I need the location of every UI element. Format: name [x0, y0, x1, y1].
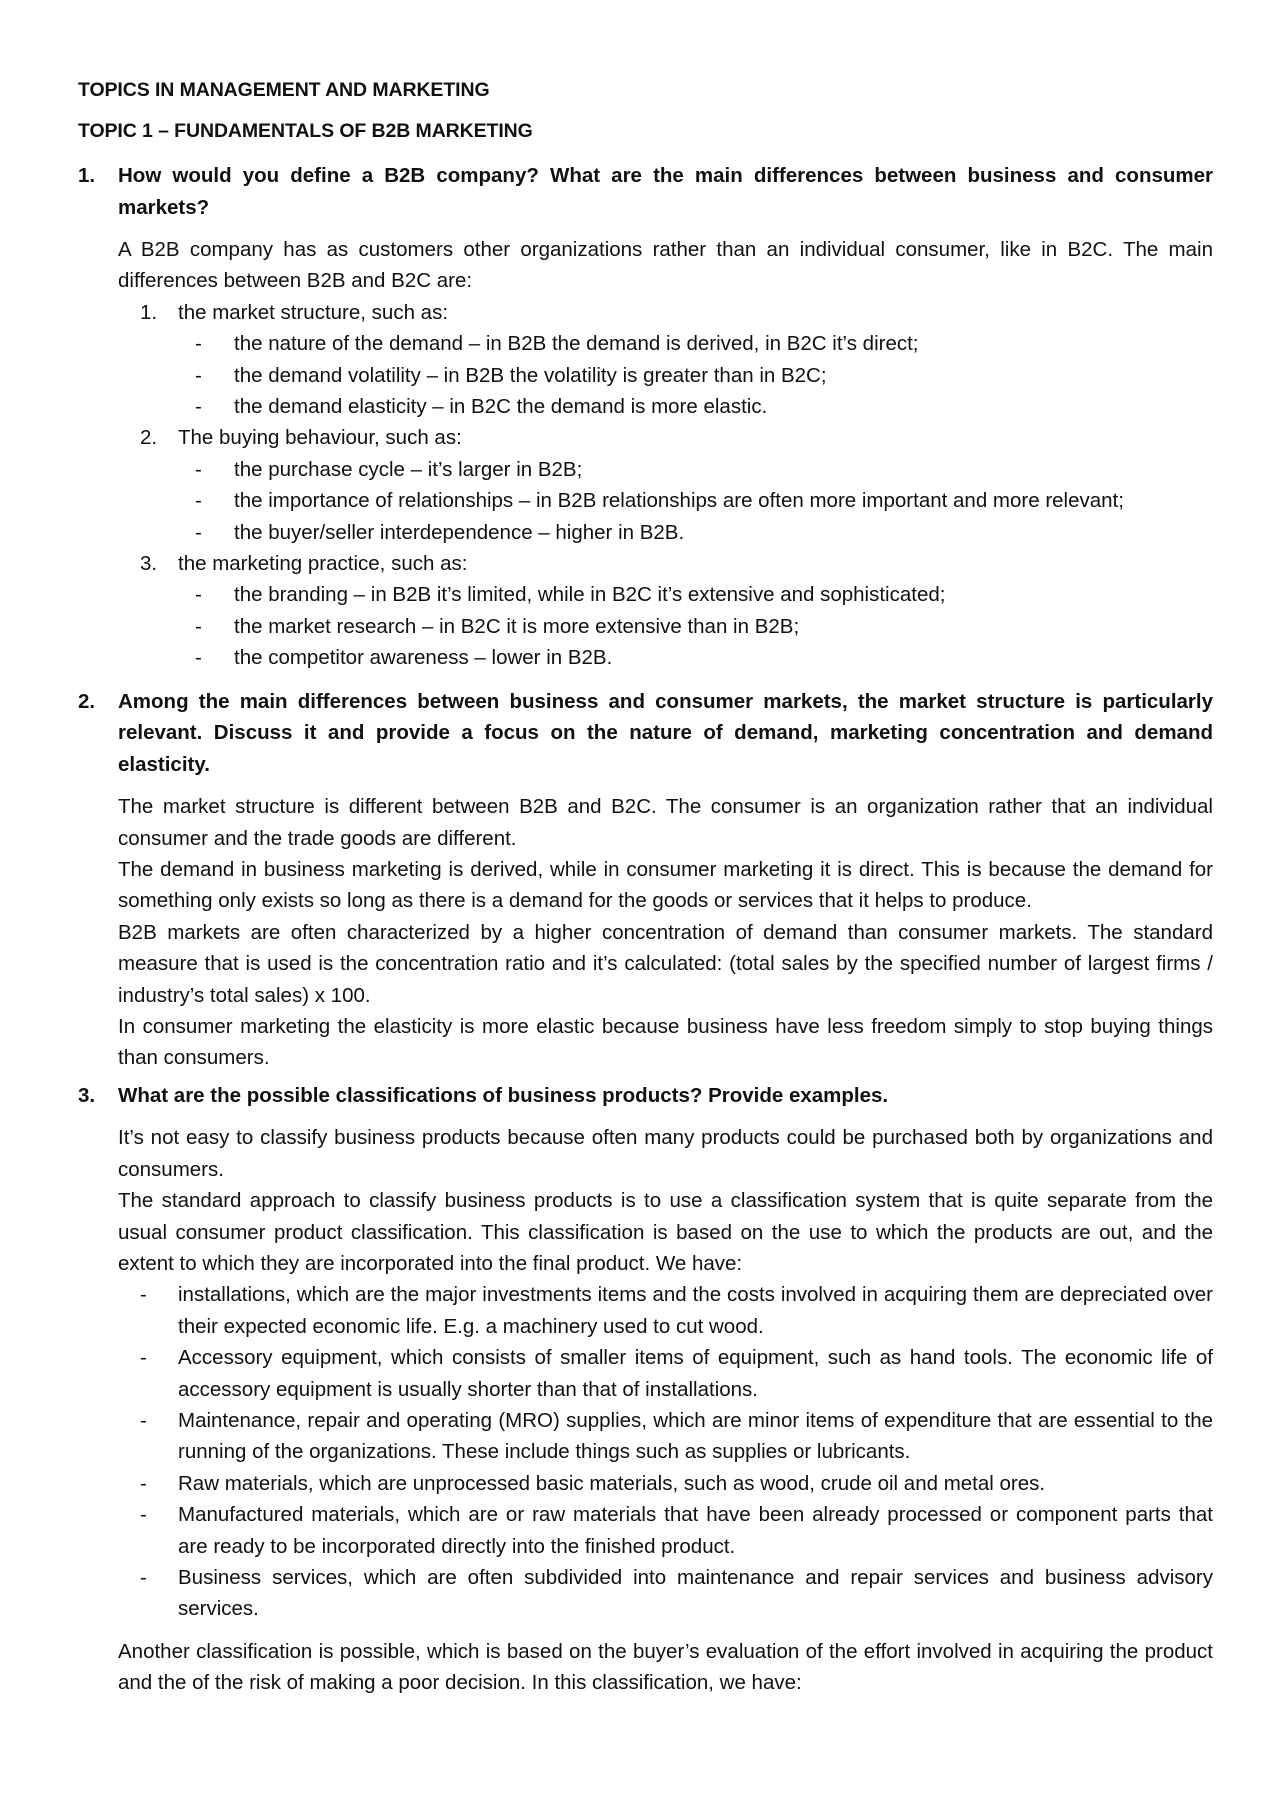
dash-marker: -: [140, 1566, 147, 1590]
bullet-item: [140, 1499, 1213, 1562]
dash-marker: -: [195, 332, 202, 356]
dash-marker: -: [195, 583, 202, 607]
bullet-text: Manufactured materials, which are or raw materials that have been already processed or component parts that are ready to be incorporated directly into the finished product.: [178, 1503, 1213, 1558]
dash-marker: -: [195, 457, 202, 481]
dash-item: [195, 485, 1213, 516]
dash-item: [195, 360, 1213, 391]
question-number: 3.: [78, 1083, 96, 1107]
answer-paragraph: The demand in business marketing is derived, while in consumer marketing it is direct. This is because the demand for something only exists so long as there is a demand for the goods or services that it helps to produce.: [118, 858, 1213, 913]
numbered-item: [140, 548, 1213, 579]
answer-paragraph: Another classification is possible, which is based on the buyer’s evaluation of the effort involved in acquiring the product and the of the risk of making a poor decision. In this classification, we have:: [118, 1639, 1213, 1695]
item-number: 2.: [140, 426, 158, 450]
item-number: 1.: [140, 300, 158, 324]
document-title: TOPICS IN MANAGEMENT AND MARKETING: [78, 79, 490, 101]
dash-marker: -: [140, 1409, 147, 1432]
bullet-text: installations, which are the major investments items and the costs involved in acquiring them are depreciated over their expected economic life. E.g. a machinery used to cut wood.: [178, 1283, 1213, 1338]
item-number: 3.: [140, 552, 158, 576]
dash-item: [195, 642, 1213, 673]
dash-item: [195, 517, 1213, 548]
numbered-item: [140, 422, 1213, 453]
dash-marker: -: [140, 1346, 147, 1370]
dash-text: the demand volatility – in B2B the volatility is greater than in B2C;: [234, 363, 827, 387]
answer-3: [118, 1122, 1213, 1698]
bullet-item: [140, 1342, 1213, 1405]
dash-text: the importance of relationships – in B2B relationships are often more important and more relevant;: [234, 489, 1124, 513]
dash-text: the demand elasticity – in B2C the demand is more elastic.: [234, 395, 768, 419]
dash-item: [195, 328, 1213, 359]
dash-marker: -: [140, 1503, 147, 1527]
dash-marker: -: [195, 520, 202, 544]
answer-paragraph: In consumer marketing the elasticity is more elastic because business have less freedom simply to stop buying things than consumers.: [118, 1015, 1213, 1070]
answer-paragraph: The standard approach to classify business products is to use a classification system that is quite separate from the usual consumer product classification. This classification is based on the use to which the products are out, and the extent to which they are incorporated into the final product. We have:: [118, 1189, 1213, 1275]
dash-text: the competitor awareness – lower in B2B.: [234, 646, 613, 670]
question-number: 1.: [78, 164, 96, 187]
bullet-item: [140, 1562, 1213, 1625]
dash-marker: -: [195, 363, 202, 387]
question-3: [78, 1080, 1213, 1112]
dash-marker: -: [140, 1471, 147, 1495]
question-text: Among the main differences between business and consumer markets, the market structure is particularly relevant. Discuss it and provide a focus on the nature of demand, marketing concentration and demand elasticity.: [118, 689, 1213, 776]
dash-text: the buyer/seller interdependence – higher in B2B.: [234, 520, 685, 544]
bullet-text: Raw materials, which are unprocessed basic materials, such as wood, crude oil and metal ores.: [178, 1471, 1046, 1495]
bullet-item: [140, 1279, 1213, 1342]
bullet-item: [140, 1405, 1213, 1468]
dash-marker: -: [195, 395, 202, 419]
document-page: [78, 78, 1213, 1699]
answer-paragraph: The market structure is different between B2B and B2C. The consumer is an organization rather that an individual consumer and the trade goods are different.: [118, 795, 1213, 850]
answer-2: [118, 791, 1213, 1074]
dash-item: [195, 391, 1213, 422]
dash-marker: -: [195, 614, 202, 638]
topic-heading: TOPIC 1 – FUNDAMENTALS OF B2B MARKETING: [78, 120, 533, 142]
dash-marker: -: [195, 646, 202, 670]
bullet-text: Business services, which are often subdivided into maintenance and repair services and business advisory services.: [178, 1566, 1213, 1621]
dash-text: the nature of the demand – in B2B the demand is derived, in B2C it’s direct;: [234, 332, 919, 356]
dash-text: the market research – in B2C it is more extensive than in B2B;: [234, 614, 800, 638]
item-label: the marketing practice, such as:: [178, 552, 468, 576]
question-1: [78, 160, 1213, 223]
bullet-text: Accessory equipment, which consists of smaller items of equipment, such as hand tools. The economic life of accessory equipment is usually shorter than that of installations.: [178, 1346, 1213, 1401]
answer-paragraph: B2B markets are often characterized by a higher concentration of demand than consumer markets. The standard measure that is used is the concentration ratio and it’s calculated: (total sales by the specified number of largest firms / industry’s total sales) x 100.: [118, 920, 1213, 1007]
dash-item: [195, 454, 1213, 485]
dash-marker: -: [195, 489, 202, 513]
answer-1: [118, 234, 1213, 674]
item-label: The buying behaviour, such as:: [178, 426, 462, 450]
question-number: 2.: [78, 689, 96, 713]
dash-text: the branding – in B2B it’s limited, while in B2C it’s extensive and sophisticated;: [234, 583, 946, 607]
bullet-text: Maintenance, repair and operating (MRO) supplies, which are minor items of expenditure that are essential to the running of the organizations. These include things such as supplies or lubricants.: [178, 1409, 1213, 1464]
answer-paragraph: A B2B company has as customers other organizations rather than an individual consumer, like in B2C. The main differences between B2B and B2C are:: [118, 238, 1213, 293]
question-text: What are the possible classifications of business products? Provide examples.: [118, 1083, 889, 1107]
item-label: the market structure, such as:: [178, 300, 449, 324]
question-text: How would you define a B2B company? What are the main differences between business and consumer markets?: [118, 164, 1213, 219]
answer-paragraph: It’s not easy to classify business products because often many products could be purchased both by organizations and consumers.: [118, 1126, 1213, 1181]
dash-item: [195, 579, 1213, 610]
dash-text: the purchase cycle – it’s larger in B2B;: [234, 457, 583, 481]
question-2: [78, 686, 1213, 781]
bullet-item: [140, 1468, 1213, 1499]
dash-marker: -: [140, 1283, 147, 1307]
dash-item: [195, 611, 1213, 642]
numbered-item: [140, 297, 1213, 328]
